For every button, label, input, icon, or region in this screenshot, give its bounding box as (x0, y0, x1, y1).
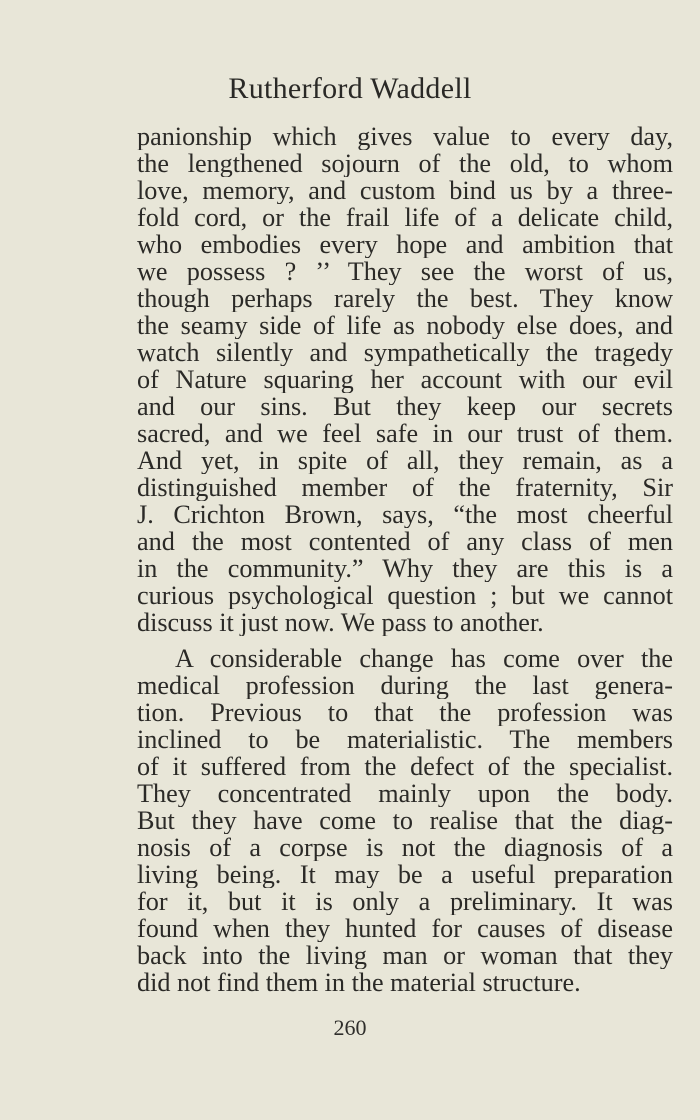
text-line: They concentrated mainly upon the body. (137, 780, 673, 807)
text-line: found when they hunted for causes of disease (137, 915, 673, 942)
paragraph-1 (137, 123, 673, 636)
text-line: the seamy side of life as nobody else does, and (137, 312, 673, 339)
text-line: fold cord, or the frail life of a delicate child, (137, 204, 673, 231)
text-line: love, memory, and custom bind us by a three- (137, 177, 673, 204)
text-line: inclined to be materialistic. The members (137, 726, 673, 753)
text-line: living being. It may be a useful preparation (137, 861, 673, 888)
text-line: we possess ? ’’ They see the worst of us, (137, 258, 673, 285)
text-line: panionship which gives value to every day, (137, 123, 673, 150)
text-line: of it suffered from the defect of the specialist. (137, 753, 673, 780)
text-line: who embodies every hope and ambition that (137, 231, 673, 258)
text-line: A considerable change has come over the (175, 645, 673, 672)
text-line: And yet, in spite of all, they remain, as a (137, 447, 673, 474)
text-line: distinguished member of the fraternity, Sir (137, 474, 673, 501)
text-line: J. Crichton Brown, says, “the most cheerful (137, 501, 673, 528)
text-line: the lengthened sojourn of the old, to whom (137, 150, 673, 177)
text-line: But they have come to realise that the diag- (137, 807, 673, 834)
text-line: did not find them in the material structure. (137, 969, 581, 996)
paragraph-2 (137, 645, 673, 996)
text-line: curious psychological question ; but we cannot (137, 582, 673, 609)
text-line: for it, but it is only a preliminary. It was (137, 888, 673, 915)
text-line: nosis of a corpse is not the diagnosis of a (137, 834, 673, 861)
text-line: sacred, and we feel safe in our trust of them. (137, 420, 673, 447)
text-line: discuss it just now. We pass to another. (137, 609, 544, 636)
text-line: and the most contented of any class of men (137, 528, 673, 555)
text-line: of Nature squaring her account with our evil (137, 366, 673, 393)
text-line: back into the living man or woman that they (137, 942, 673, 969)
text-line: medical profession during the last genera- (137, 672, 673, 699)
running-head: Rutherford Waddell (228, 72, 472, 105)
text-line: in the community.” Why they are this is a (137, 555, 673, 582)
text-line: though perhaps rarely the best. They know (137, 285, 673, 312)
page-number: 260 (333, 1015, 367, 1040)
text-line: and our sins. But they keep our secrets (137, 393, 673, 420)
body-text (137, 123, 673, 996)
text-line: watch silently and sympathetically the tragedy (137, 339, 673, 366)
text-line: tion. Previous to that the profession was (137, 699, 673, 726)
